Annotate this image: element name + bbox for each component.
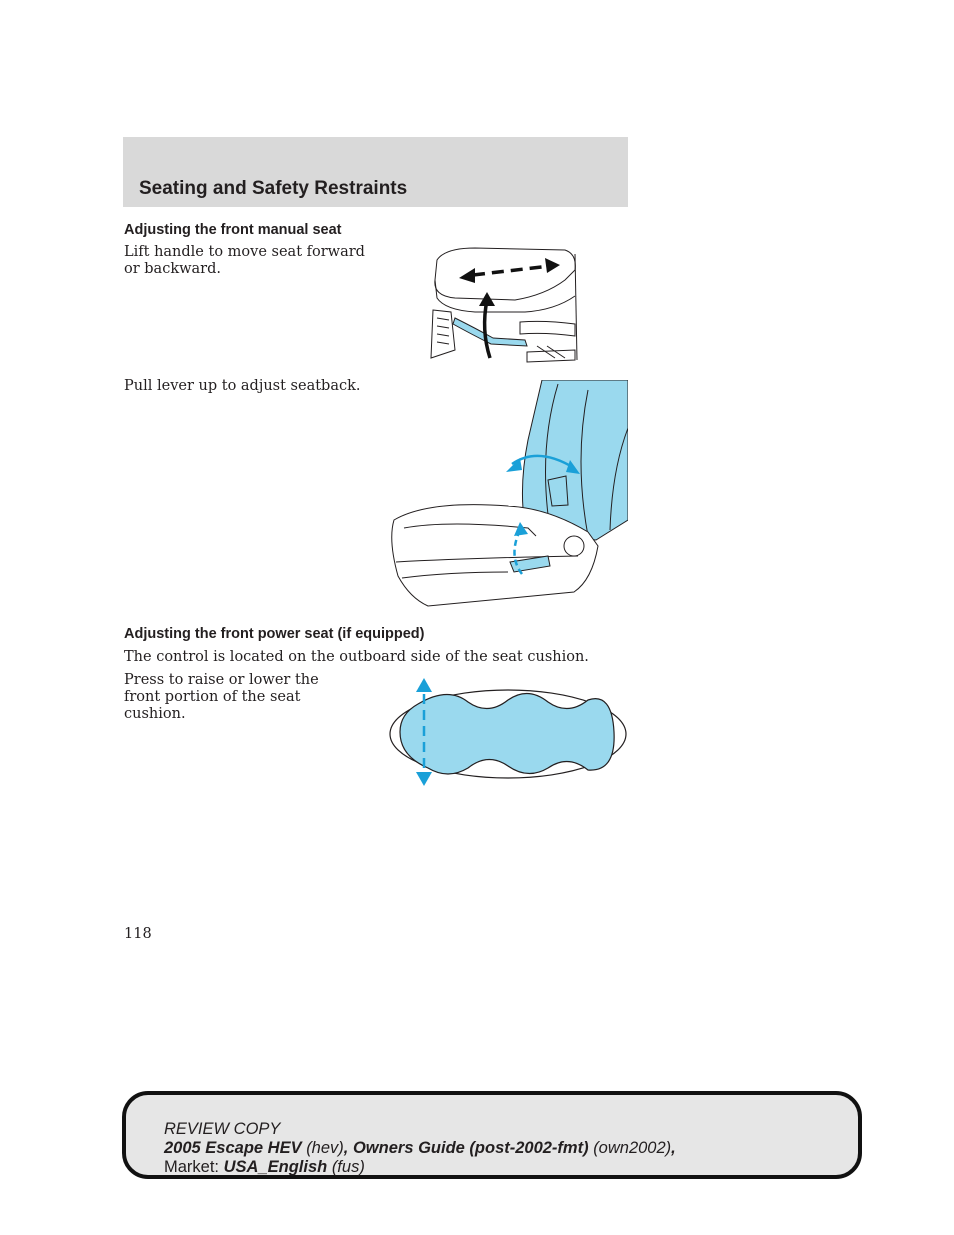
footer-model-code: (hev) — [306, 1139, 344, 1157]
footer-guide-code: (own2002) — [593, 1139, 672, 1157]
footer-sep-2: , — [671, 1139, 676, 1157]
section-header-band — [123, 137, 628, 207]
footer-market: USA_English — [223, 1158, 328, 1176]
review-copy-footer — [122, 1091, 862, 1179]
page-number: 118 — [124, 926, 152, 942]
manual-seat-heading: Adjusting the front manual seat — [124, 222, 342, 238]
seatback-recline-illustration — [388, 380, 628, 608]
power-seat-heading: Adjusting the front power seat (if equipped) — [124, 626, 425, 642]
footer-guide: Owners Guide (post-2002-fmt) — [352, 1139, 589, 1157]
power-seat-location-text: The control is located on the outboard side of the seat cushion. — [124, 649, 589, 665]
footer-sep-1: , — [343, 1139, 349, 1157]
footer-market-label: Market: — [164, 1158, 220, 1176]
manual-seat-recline-text: Pull lever up to adjust seatback. — [124, 378, 361, 394]
footer-model: 2005 Escape HEV — [164, 1139, 302, 1157]
footer-market-code: (fus) — [331, 1158, 365, 1176]
manual-seat-forward-text: Lift handle to move seat forward or backward. — [124, 244, 365, 277]
footer-review-label: REVIEW COPY — [164, 1120, 281, 1138]
section-title: Seating and Safety Restraints — [139, 178, 408, 199]
power-seat-raise-text: Press to raise or lower the front portion of the seat cushion. — [124, 672, 319, 722]
footer-text — [164, 1120, 676, 1177]
seat-track-handle-illustration — [415, 240, 580, 365]
power-seat-control-illustration — [388, 676, 628, 788]
